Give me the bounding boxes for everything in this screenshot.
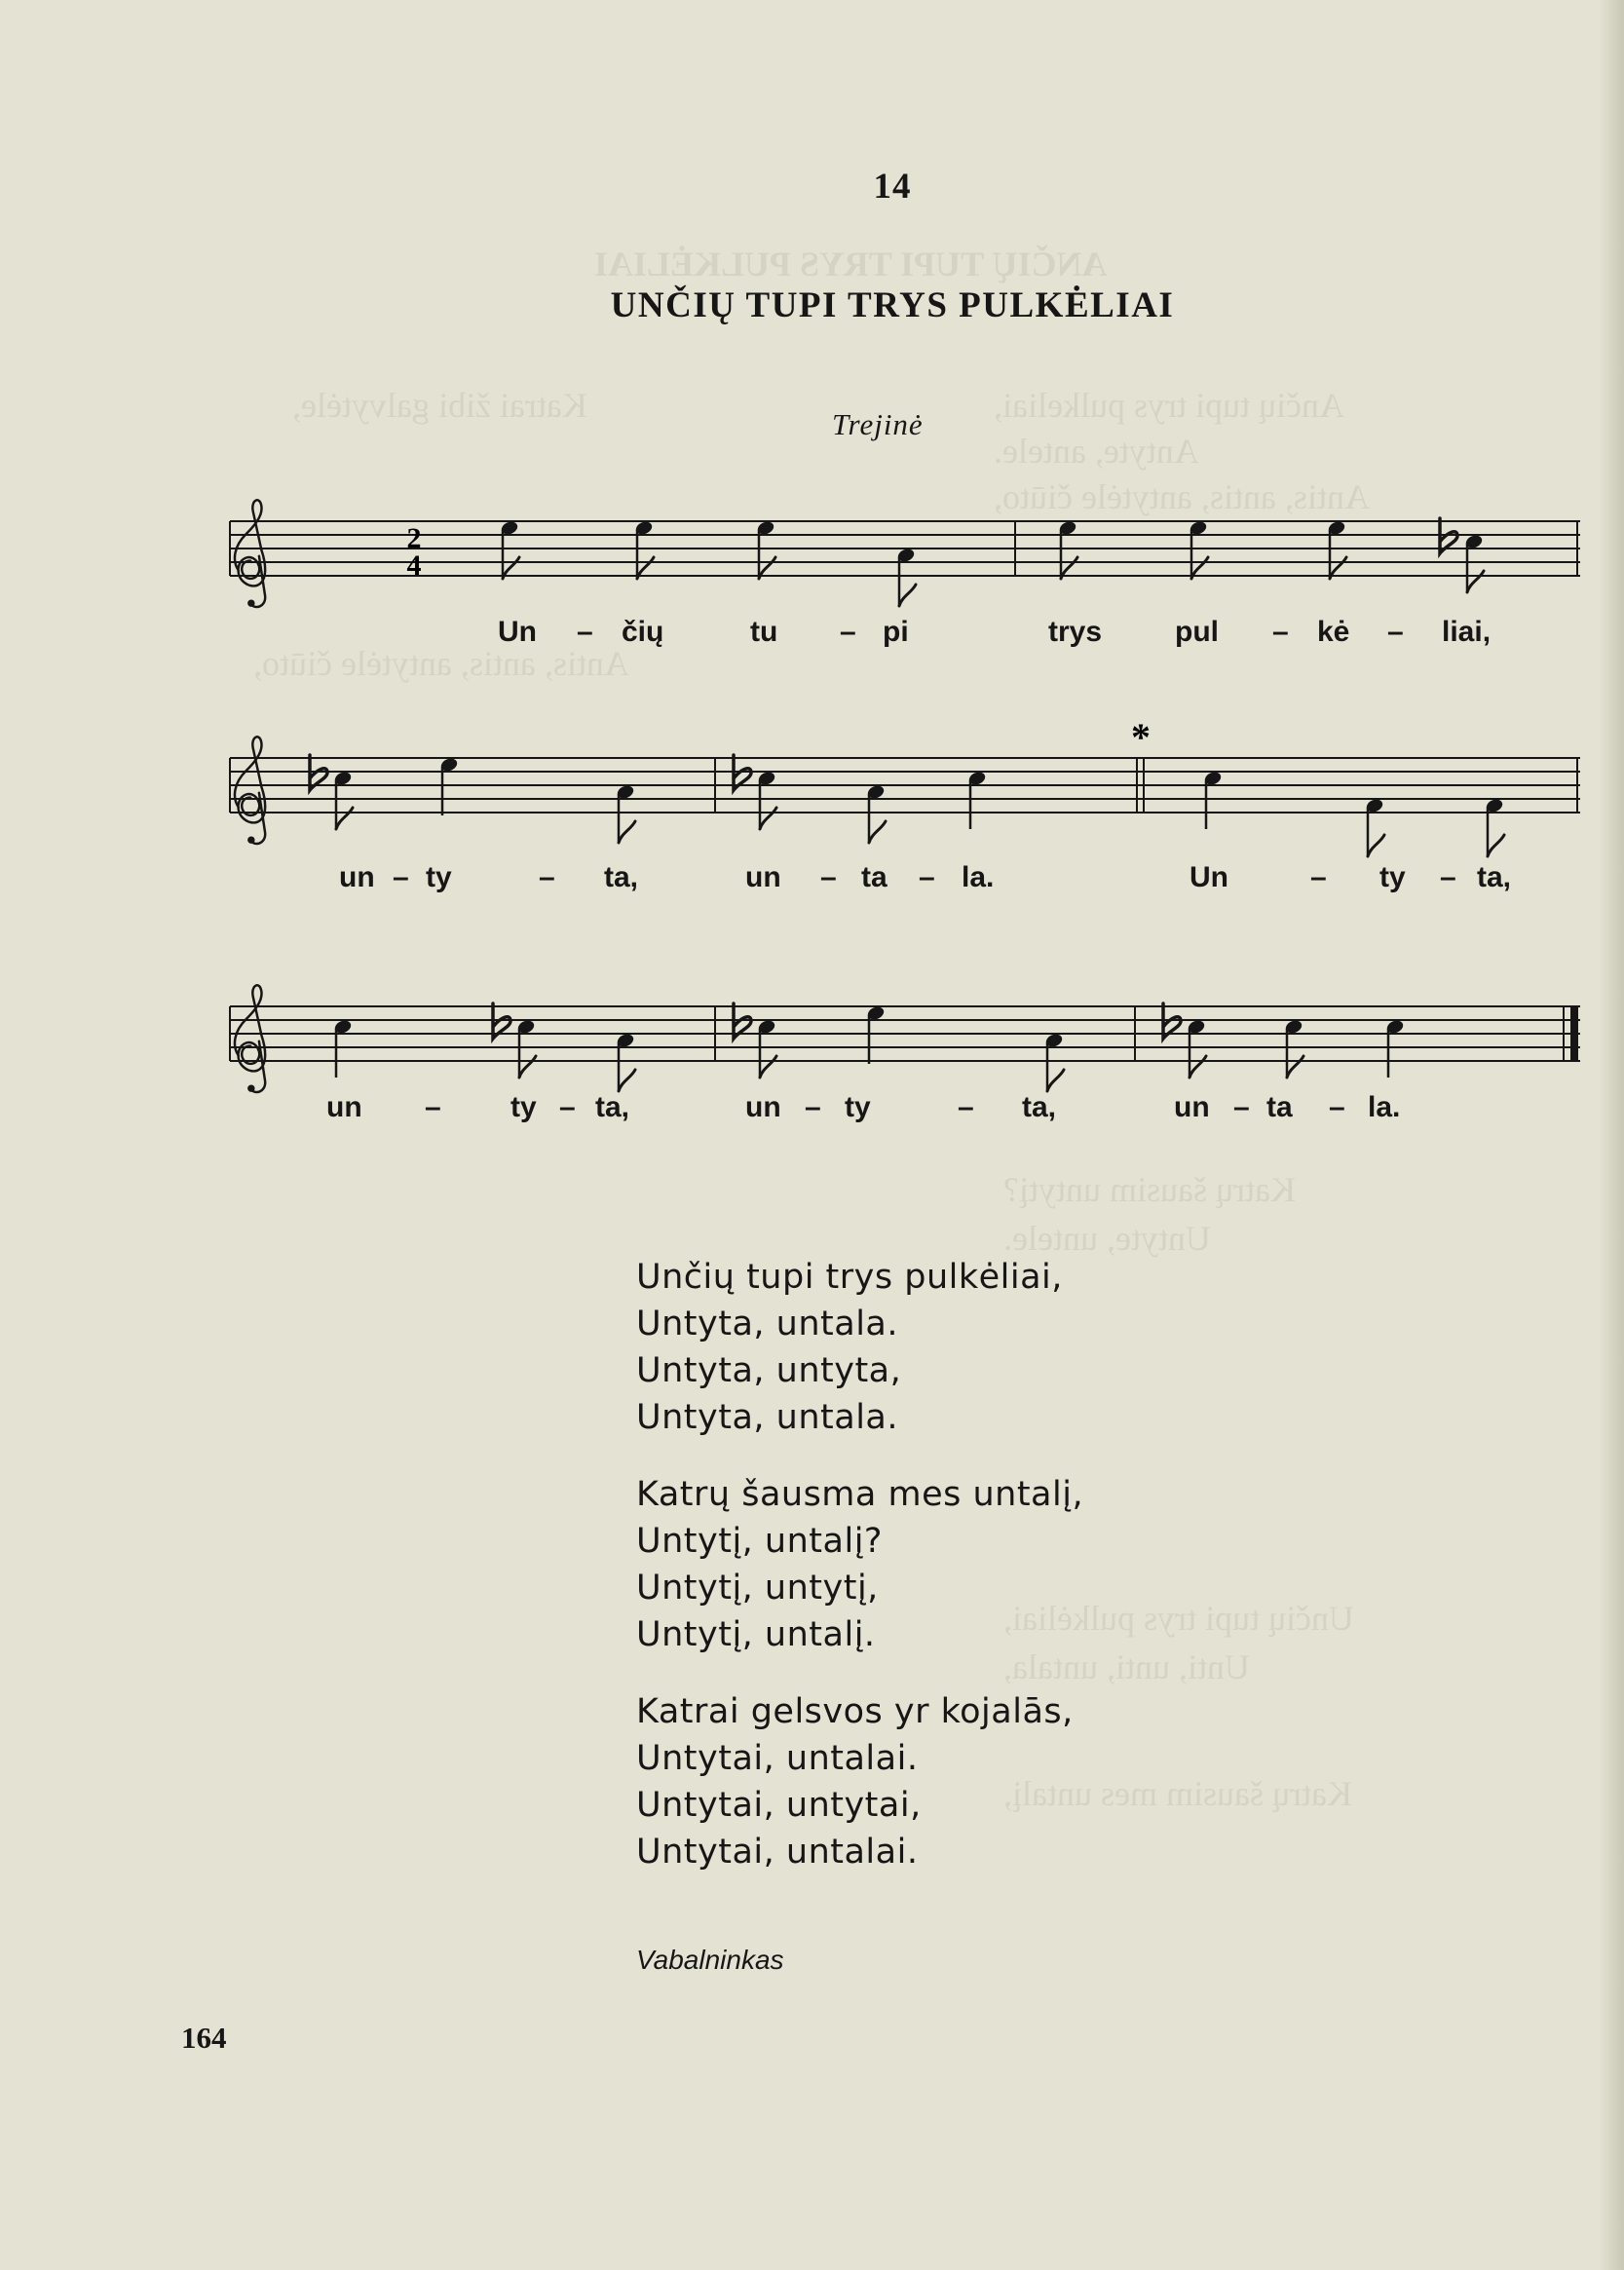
- song-title: UNČIŲ TUPI TRYS PULKĖLIAI: [610, 285, 1175, 325]
- lyric-syllable: ta,: [1022, 1091, 1057, 1123]
- page-edge-shadow: [1599, 0, 1624, 2270]
- verse-line: Untyta, untyta,: [636, 1351, 902, 1390]
- collection-location: Vabalninkas: [636, 1945, 784, 1975]
- show-through-line: Antis, antis, antytėle čiūto,: [253, 644, 629, 683]
- verse-line: Katrų šausma mes untalį,: [636, 1475, 1084, 1514]
- treble-clef-icon: [235, 500, 265, 607]
- lyric-hyphen: –: [425, 1091, 441, 1123]
- verse-line: Untytai, untalai.: [636, 1833, 919, 1872]
- staff-3: [230, 985, 1580, 1092]
- lyric-hyphen: –: [820, 861, 837, 893]
- lyric-syllable: trys: [1048, 616, 1103, 648]
- lyric-syllable: un: [326, 1091, 362, 1123]
- lyric-syllable: la.: [962, 861, 995, 893]
- lyric-hyphen: –: [393, 861, 409, 893]
- lyric-syllable: ty: [510, 1091, 537, 1123]
- lyric-hyphen: –: [1329, 1091, 1345, 1123]
- show-through-line: Unčių tupi trys pulkėliai,: [1003, 1599, 1354, 1638]
- treble-clef-icon: [235, 737, 265, 844]
- time-signature-top: 2: [406, 522, 422, 554]
- verse-line: Katrai gelsvos yr kojalās,: [636, 1692, 1074, 1731]
- show-through-line: Unti, unti, untala,: [1003, 1647, 1250, 1686]
- lyric-syllable: Un: [1190, 861, 1228, 893]
- lyric-hyphen: –: [1440, 861, 1456, 893]
- lyric-syllable: un: [339, 861, 375, 893]
- lyric-hyphen: –: [919, 861, 935, 893]
- lyric-hyphen: –: [1387, 616, 1404, 648]
- stanza: [636, 1254, 1083, 1441]
- lyric-syllable: pi: [883, 616, 909, 648]
- lyric-syllable: ty: [845, 1091, 871, 1123]
- lyric-syllable: un: [745, 1091, 781, 1123]
- verse-line: Untyta, untala.: [636, 1398, 898, 1437]
- show-through-line: Ančių tupi trys pulkeliai,: [994, 386, 1344, 425]
- lyric-syllable: ta,: [604, 861, 639, 893]
- stanza: [636, 1471, 1083, 1658]
- verse-line: Untytai, untalai.: [636, 1739, 919, 1778]
- lyric-syllable: un: [745, 861, 781, 893]
- show-through-line: Katrai žibi galvytėle,: [292, 386, 587, 425]
- note: [1365, 797, 1384, 856]
- lyric-hyphen: –: [539, 861, 555, 893]
- time-signature-bottom: 4: [406, 549, 422, 582]
- lyric-hyphen: –: [1310, 861, 1327, 893]
- lyric-syllable: kė: [1317, 616, 1350, 648]
- lyric-syllable: pul: [1175, 616, 1219, 648]
- verse-line: Untytį, untytį,: [636, 1569, 879, 1608]
- lyric-syllable: ty: [426, 861, 452, 893]
- fermata-mark: *: [1131, 715, 1151, 759]
- show-through-line: Katrų šausim untytį?: [1003, 1170, 1296, 1209]
- lyric-hyphen: –: [840, 616, 856, 648]
- lyric-syllable: Un: [498, 616, 537, 648]
- lyric-syllable: liai,: [1442, 616, 1492, 648]
- lyric-hyphen: –: [958, 1091, 974, 1123]
- show-through-title: ANČIŲ TUPI TRYS PULKĖLIAI: [594, 245, 1108, 284]
- lyric-hyphen: –: [1233, 1091, 1250, 1123]
- lyric-syllable: čių: [622, 616, 664, 648]
- verse-line: Untytai, untytai,: [636, 1786, 922, 1825]
- lyric-hyphen: –: [805, 1091, 821, 1123]
- show-through-line: Katrų šausim mes untalį,: [1003, 1774, 1352, 1813]
- note: [1485, 797, 1504, 856]
- verse-line: Untyta, untala.: [636, 1305, 898, 1343]
- verse-line: Unčių tupi trys pulkėliai,: [636, 1258, 1063, 1297]
- lyric-syllable: ta: [861, 861, 888, 893]
- lyric-syllable: ta,: [1477, 861, 1512, 893]
- show-through-line: Antis, antis, antytėle čiūto,: [994, 477, 1370, 516]
- tempo-marking: Trejinė: [832, 407, 924, 441]
- lyric-hyphen: –: [559, 1091, 576, 1123]
- verse-text: [636, 1254, 1083, 1906]
- verse-line: Untytį, untalį.: [636, 1615, 876, 1654]
- lyric-syllable: la.: [1368, 1091, 1401, 1123]
- show-through-line: Untyte, untele.: [1003, 1219, 1211, 1258]
- verse-line: Untytį, untalį?: [636, 1522, 883, 1561]
- lyric-syllable: ta: [1266, 1091, 1293, 1123]
- show-through-line: Antyte, antele.: [994, 432, 1199, 471]
- lyric-syllable: un: [1174, 1091, 1210, 1123]
- treble-clef-icon: [235, 985, 265, 1092]
- song-number: 14: [873, 167, 912, 207]
- lyric-syllable: ty: [1379, 861, 1406, 893]
- staff-2: [230, 715, 1580, 856]
- page-number: 164: [181, 2021, 227, 2055]
- lyric-hyphen: –: [577, 616, 593, 648]
- stanza: [636, 1688, 1083, 1875]
- staff-1: [230, 500, 1580, 607]
- lyric-syllable: ta,: [595, 1091, 630, 1123]
- lyric-hyphen: –: [1272, 616, 1289, 648]
- lyric-syllable: tu: [750, 616, 778, 648]
